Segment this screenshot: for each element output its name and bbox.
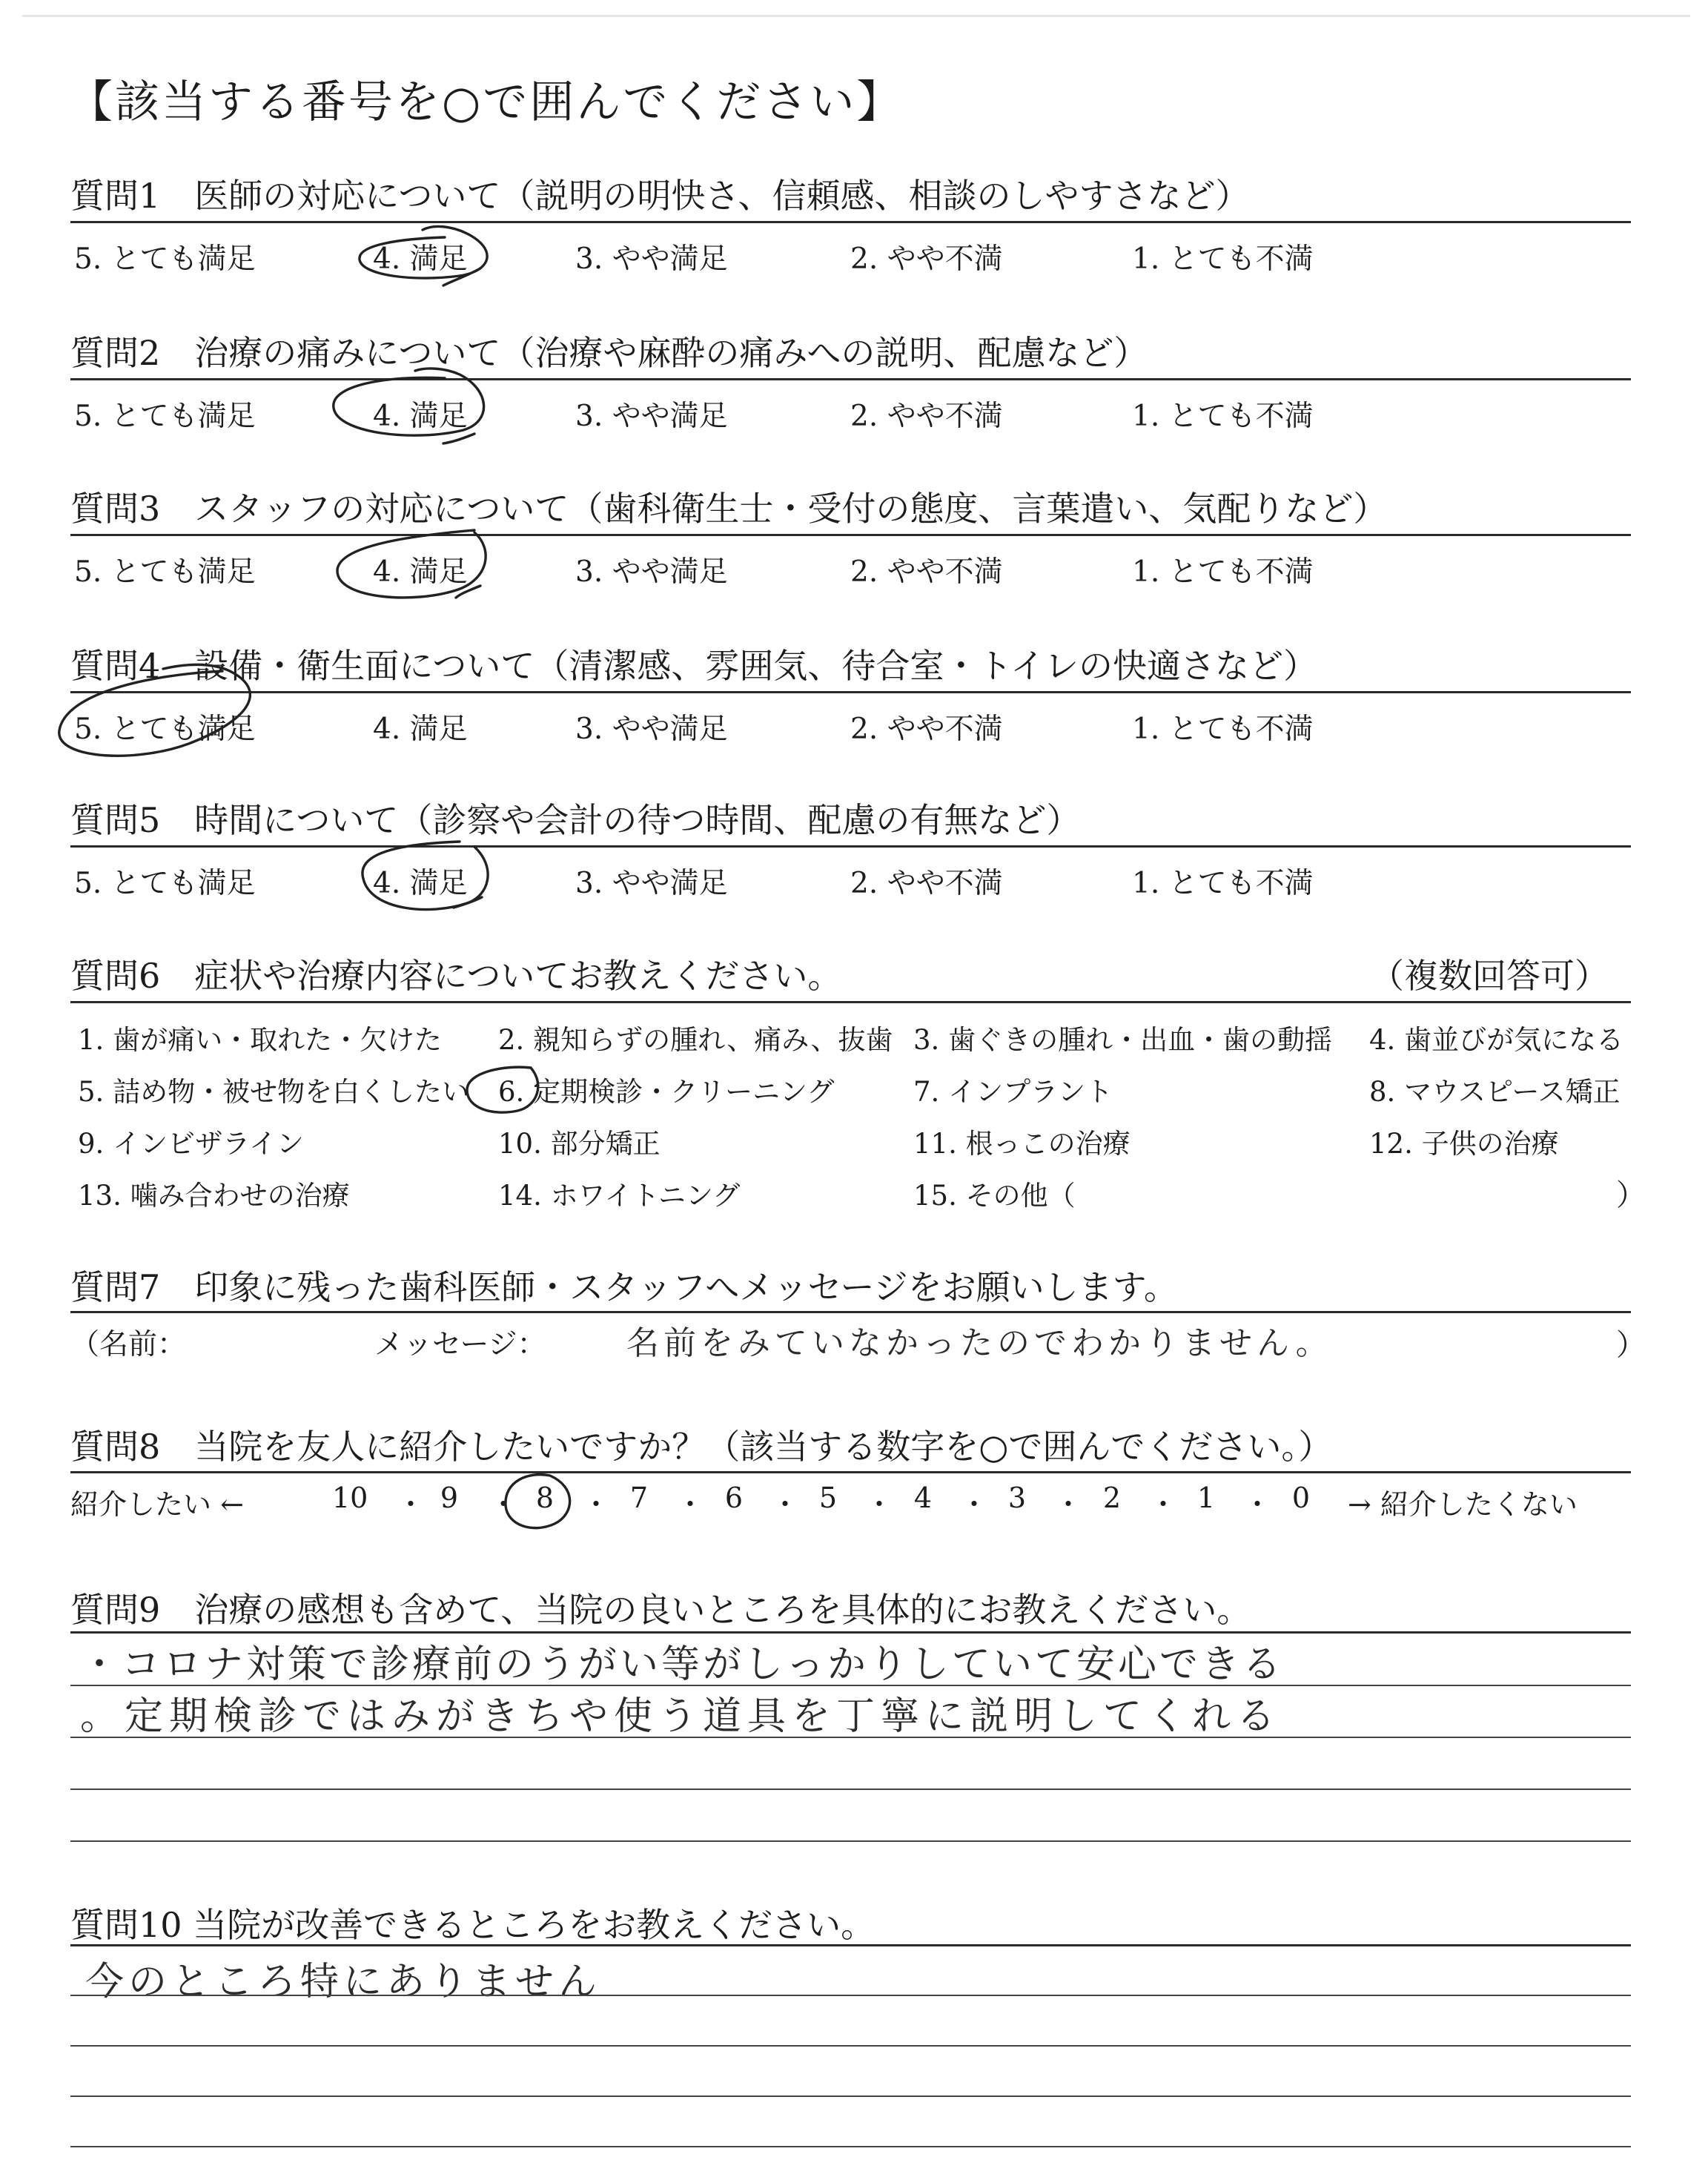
q6-note: （複数回答可） [1370,956,1609,996]
q8-sep: ・ [1243,1488,1272,1521]
q8-scale-8[interactable]: 8 [535,1482,555,1514]
q8-scale-10[interactable]: 10 [332,1482,368,1514]
q8-right-label: → 紹介したくない [1348,1488,1578,1521]
q3-choice-3[interactable]: 3. やや満足 [575,555,728,589]
q3-choice-5[interactable]: 5. とても満足 [74,555,256,589]
q7-title: 質問7 印象に残った歯科医師・スタッフへメッセージをお願いします。 [70,1267,1178,1307]
q6-option-3[interactable]: 3. 歯ぐきの腫れ・出血・歯の動揺 [913,1024,1333,1056]
q8-sep: ・ [771,1488,800,1521]
q4-title: 質問4 設備・衛生面について（清潔感、雰囲気、待合室・トイレの快適さなど） [70,646,1318,686]
q2-rule [70,378,1631,380]
q6-option-1[interactable]: 1. 歯が痛い・取れた・欠けた [78,1024,443,1056]
q8-sep: ・ [676,1488,705,1521]
q8-sep: ・ [960,1488,989,1521]
q8-scale-4[interactable]: 4 [913,1482,933,1514]
q10-rule-3 [70,2045,1631,2047]
q7-rule [70,1311,1631,1313]
q6-option-7[interactable]: 7. インプラント [913,1076,1113,1108]
q8-scale-2[interactable]: 2 [1102,1482,1122,1514]
q9-rule-4 [70,1789,1631,1790]
q10-rule-4 [70,2095,1631,2097]
q6-option-15[interactable]: 15. その他（ [913,1180,1076,1212]
q7-message-answer[interactable]: 名前をみていなかったのでわかりません。 [626,1324,1333,1362]
q5-choice-3[interactable]: 3. やや満足 [575,867,728,900]
q8-sep: ・ [489,1488,518,1521]
q1-choice-4[interactable]: 4. 満足 [373,242,468,276]
q1-choice-5[interactable]: 5. とても満足 [74,242,256,276]
q8-sep: ・ [582,1488,611,1521]
q6-option-4[interactable]: 4. 歯並びが気になる [1369,1024,1624,1056]
q9-answer-line-1[interactable]: ・コロナ対策で診療前のうがい等がしっかりしていて安心できる [80,1642,1285,1687]
q3-choice-2[interactable]: 2. やや不満 [850,555,1003,589]
q7-name-label: （名前： [70,1328,187,1361]
q4-choice-3[interactable]: 3. やや満足 [575,713,728,746]
q1-choice-1[interactable]: 1. とても不満 [1132,242,1314,276]
q6-option-10[interactable]: 10. 部分矯正 [498,1128,661,1160]
q2-choice-3[interactable]: 3. やや満足 [575,400,728,433]
q10-rule-5 [70,2146,1631,2147]
q6-option-2[interactable]: 2. 親知らずの腫れ、痛み、抜歯 [498,1024,893,1056]
q1-title: 質問1 医師の対応について（説明の明快さ、信頼感、相談のしやすさなど） [70,176,1250,216]
q8-scale-6[interactable]: 6 [724,1482,744,1514]
q9-answer-line-2[interactable]: 。定期検診ではみがきちや使う道具を丁寧に説明してくれる [80,1694,1282,1739]
q6-option-11[interactable]: 11. 根っこの治療 [913,1128,1131,1160]
q8-sep: ・ [397,1488,426,1521]
q6-rule [70,1001,1631,1003]
q8-title: 質問8 当院を友人に紹介したいですか？（該当する数字を○で囲んでください。） [70,1427,1333,1467]
q6-option-13[interactable]: 13. 噛み合わせの治療 [78,1180,350,1212]
q10-title: 質問10 当院が改善できるところをお教えください。 [70,1905,875,1945]
q3-title: 質問3 スタッフの対応について（歯科衛生士・受付の態度、言葉遣い、気配りなど） [70,489,1388,529]
q4-choice-1[interactable]: 1. とても不満 [1132,713,1314,746]
q2-choice-1[interactable]: 1. とても不満 [1132,400,1314,433]
scan-edge [22,15,1690,17]
q5-choice-1[interactable]: 1. とても不満 [1132,867,1314,900]
q4-choice-2[interactable]: 2. やや不満 [850,713,1003,746]
q2-choice-5[interactable]: 5. とても満足 [74,400,256,433]
q5-choice-4[interactable]: 4. 満足 [373,867,468,900]
page-header: 【該当する番号を○で囲んでください】 [68,76,904,128]
q3-rule [70,534,1631,536]
q5-choice-2[interactable]: 2. やや不満 [850,867,1003,900]
q4-choice-5[interactable]: 5. とても満足 [74,713,256,746]
q2-title: 質問2 治療の痛みについて（治療や麻酔の痛みへの説明、配慮など） [70,333,1148,373]
q1-choice-3[interactable]: 3. やや満足 [575,242,728,276]
q6-option-5[interactable]: 5. 詰め物・被せ物を白くしたい [78,1076,470,1108]
q8-scale-7[interactable]: 7 [629,1482,649,1514]
q6-option-6[interactable]: 6. 定期検診・クリーニング [498,1076,835,1108]
q2-choice-4[interactable]: 4. 満足 [373,400,468,433]
q5-rule [70,845,1631,848]
q8-scale-3[interactable]: 3 [1007,1482,1027,1514]
q8-sep: ・ [865,1488,894,1521]
q10-rule-2 [70,1995,1631,1996]
q3-choice-4[interactable]: 4. 満足 [373,555,468,589]
q6-option-9[interactable]: 9. インビザライン [78,1128,304,1160]
q8-sep: ・ [1149,1488,1178,1521]
q4-rule [70,691,1631,693]
q8-rule [70,1471,1631,1473]
q8-scale-9[interactable]: 9 [440,1482,459,1514]
q6-other-close: ） [1616,1178,1646,1212]
q3-choice-1[interactable]: 1. とても不満 [1132,555,1314,589]
q10-answer-line-1[interactable]: 今のところ特にありません [85,1960,602,2004]
q6-option-14[interactable]: 14. ホワイトニング [498,1180,741,1212]
q7-close: ） [1616,1328,1646,1362]
q9-rule-3 [70,1737,1631,1738]
q1-rule [70,221,1631,223]
q10-rule-1 [70,1944,1631,1946]
q5-title: 質問5 時間について（診察や会計の待つ時間、配慮の有無など） [70,800,1081,840]
q4-choice-4[interactable]: 4. 満足 [373,713,468,746]
q2-choice-2[interactable]: 2. やや不満 [850,400,1003,433]
q8-scale-1[interactable]: 1 [1196,1482,1216,1514]
q6-option-12[interactable]: 12. 子供の治療 [1369,1128,1559,1160]
q6-option-8[interactable]: 8. マウスピース矯正 [1369,1076,1621,1108]
q8-left-label: 紹介したい ← [70,1488,244,1521]
q1-choice-2[interactable]: 2. やや不満 [850,242,1003,276]
q7-message-label: メッセージ： [374,1328,546,1361]
q8-scale-0[interactable]: 0 [1291,1482,1311,1514]
q9-title: 質問9 治療の感想も含めて、当院の良いところを具体的にお教えください。 [70,1590,1251,1630]
q5-choice-5[interactable]: 5. とても満足 [74,867,256,900]
q9-rule-5 [70,1840,1631,1842]
q6-title: 質問6 症状や治療内容についてお教えください。 [70,956,842,996]
q8-sep: ・ [1054,1488,1083,1521]
q8-scale-5[interactable]: 5 [818,1482,838,1514]
